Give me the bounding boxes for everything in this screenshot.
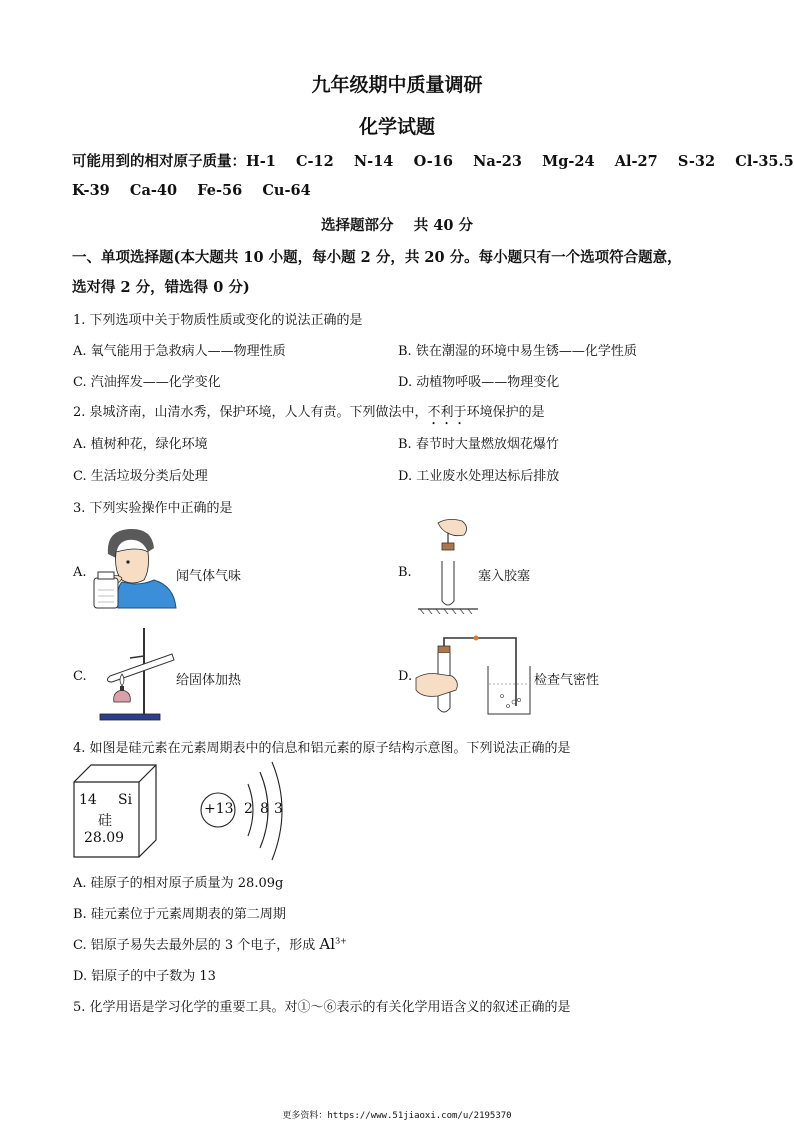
q4-option-c-text: C. 铝原子易失去最外层的 3 个电子，形成 — [73, 938, 320, 953]
q4-option-d: D. 铝原子的中子数为 13 — [73, 969, 216, 984]
q1-option-d: D. 动植物呼吸——物理变化 — [398, 375, 560, 390]
q3-a-letter: A. — [73, 565, 87, 580]
q1-option-b: B. 铁在潮湿的环境中易生锈——化学性质 — [398, 344, 637, 359]
q5-stem: 5. 化学用语是学习化学的重要工具。对①～⑥表示的有关化学用语含义的叙述正确的是 — [73, 1000, 571, 1015]
q3-d-label: 检查气密性 — [534, 673, 600, 688]
shell-electrons-2: 8 — [260, 801, 269, 817]
q4-option-b: B. 硅元素位于元素周期表的第二周期 — [73, 907, 286, 922]
nucleus-charge: +13 — [204, 801, 234, 817]
section-instructions-line1: 一、单项选择题(本大题共 10 小题，每小题 2 分，共 20 分。每小题只有一个选项符合题意， — [72, 249, 682, 266]
page-title: 九年级期中质量调研 — [311, 74, 483, 96]
heating-solid-illustration — [94, 624, 180, 724]
q1-stem: 1. 下列选项中关于物质性质或变化的说法正确的是 — [73, 313, 363, 328]
q3-c-letter: C. — [73, 669, 87, 684]
q1-option-a: A. 氧气能用于急救病人——物理性质 — [73, 344, 286, 359]
q3-c-label: 给固体加热 — [176, 673, 242, 688]
q2-option-c: C. 生活垃圾分类后处理 — [73, 469, 208, 484]
q1-option-c: C. 汽油挥发——化学变化 — [73, 375, 221, 390]
q3-d-letter: D. — [398, 669, 413, 684]
q3-b-letter: B. — [398, 565, 412, 580]
q3-stem: 3. 下列实验操作中正确的是 — [73, 501, 233, 516]
inserting-stopper-illustration — [418, 517, 478, 617]
q2-stem-pre: 2. 泉城济南，山清水秀，保护环境，人人有责。下列做法中， — [73, 405, 428, 420]
smelling-gas-illustration — [88, 524, 176, 610]
q2-stem-emphasis: 不利于 — [427, 405, 467, 420]
section-instructions-line2: 选对得 2 分，错选得 0 分) — [72, 279, 250, 296]
q4-stem: 4. 如图是硅元素在元素周期表中的信息和铝元素的原子结构示意图。下列说法正确的是 — [73, 741, 571, 756]
q2-option-a: A. 植树种花，绿化环境 — [73, 437, 208, 452]
aluminum-ion-charge: 3+ — [335, 936, 347, 946]
page-subtitle: 化学试题 — [358, 116, 435, 138]
atomic-masses-line1: 可能用到的相对原子质量：H-1 C-12 N-14 O-16 Na-23 Mg-24 Al-27 S-32 Cl-35.5 — [72, 153, 794, 170]
q2-option-b: B. 春节时大量燃放烟花爆竹 — [398, 437, 559, 452]
section-title: 选择题部分 共 40 分 — [321, 217, 473, 234]
q3-a-label: 闻气体气味 — [176, 569, 242, 584]
q4-option-c — [73, 934, 347, 953]
q2-option-d: D. 工业废水处理达标后排放 — [398, 469, 560, 484]
airtightness-check-illustration — [416, 630, 532, 720]
shell-electrons-1: 2 — [244, 801, 253, 817]
shell-electrons-3: 3 — [274, 801, 283, 817]
q2-stem-post: 环境保护的是 — [466, 405, 545, 420]
element-mass: 28.09 — [84, 830, 125, 846]
aluminum-ion-symbol: Al — [319, 935, 336, 953]
q3-b-label: 塞入胶塞 — [478, 569, 531, 584]
element-name: 硅 — [98, 813, 112, 829]
footer-link[interactable]: 更多资料：https://www.51jiaoxi.com/u/2195370 — [282, 1111, 512, 1121]
element-symbol: Si — [118, 792, 133, 808]
element-number: 14 — [79, 792, 97, 808]
q2-stem — [73, 401, 545, 428]
q4-option-a: A. 硅原子的相对原子质量为 28.09g — [73, 876, 284, 891]
atomic-masses-line2: K-39 Ca-40 Fe-56 Cu-64 — [72, 182, 311, 199]
